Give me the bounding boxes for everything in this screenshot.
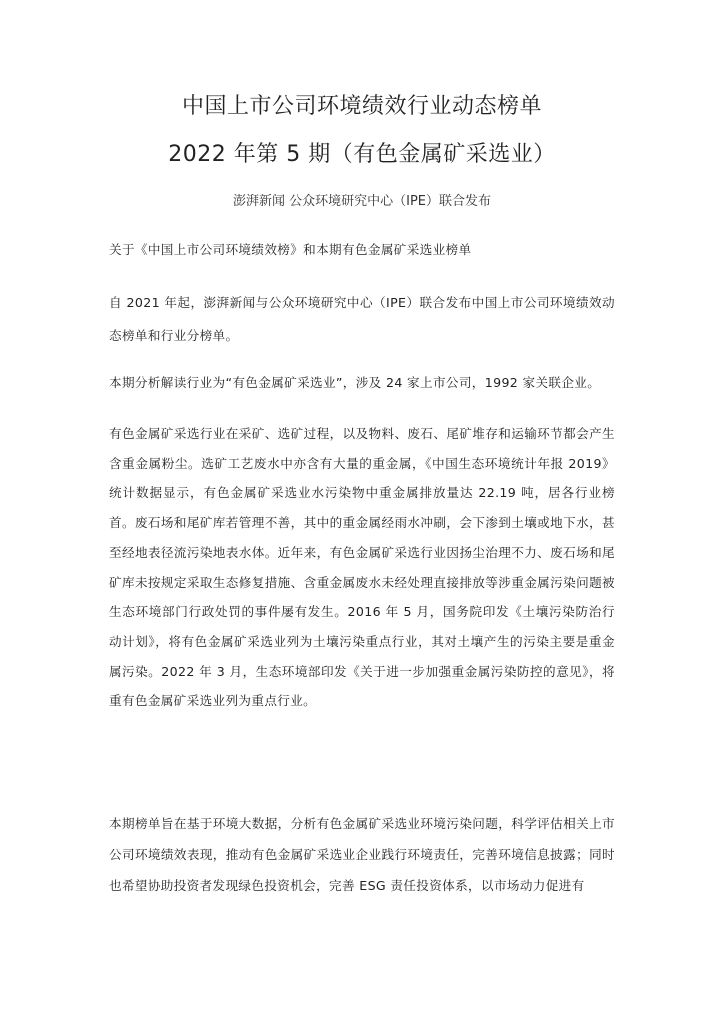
paragraph-purpose: 本期榜单旨在基于环境大数据，分析有色金属矿采选业环境污染问题，科学评估相关上市公司环境绩效表现，推动有色金属矿采选业企业践行环境责任，完善环境信息披露；同时也希望协助投资者发现绿色投资机会，完善 ESG 责任投资体系，以市场动力促进有 (109, 816, 615, 893)
paragraph-industry-pollution: 有色金属矿采选行业在采矿、选矿过程，以及物料、废石、尾矿堆存和运输环节都会产生含重金属粉尘。选矿工艺废水中亦含有大量的重金属，《中国生态环境统计年报 2019》统计数据显示，有色金属矿采选业水污染物中重金属排放量达 22.19 吨，居各行业榜首。废石场和尾矿库若管理不善，其中的重金属经雨水冲刷，会下渗到土壤或地下水，甚至经地表径流污染地表水体。近年来，有色金属矿采选行业因扬尘治理不力、废石场和尾矿库未按规定采取生态修复措施、含重金属废水未经处理直接排放等涉重金属污染问题被生态环境部门行政处罚的事件屡有发生。2016 年 5 月，国务院印发《土壤污染防治行动计划》，将有色金属矿采选业列为土壤污染重点行业，其对土壤产生的污染主要是重金属污染。2022 年 3 月，生态环境部印发《关于进一步加强重金属污染防控的意见》，将重有色金属矿采选业列为重点行业。 (109, 426, 615, 709)
document-title: 中国上市公司环境绩效行业动态榜单 (181, 94, 542, 119)
paragraph-scope: 本期分析解读行业为“有色金属矿采选业”，涉及 24 家上市公司，1992 家关联企业。 (109, 375, 601, 390)
document-issue-title: 2022 年第 5 期（有色金属矿采选业） (168, 142, 556, 167)
paragraph-background: 自 2021 年起，澎湃新闻与公众环境研究中心（IPE）联合发布中国上市公司环境绩效动态榜单和行业分榜单。 (109, 295, 615, 343)
publisher-line: 澎湃新闻 公众环境研究中心（IPE）联合发布 (232, 194, 492, 209)
intro-heading: 关于《中国上市公司环境绩效榜》和本期有色金属矿采选业榜单 (109, 242, 472, 257)
